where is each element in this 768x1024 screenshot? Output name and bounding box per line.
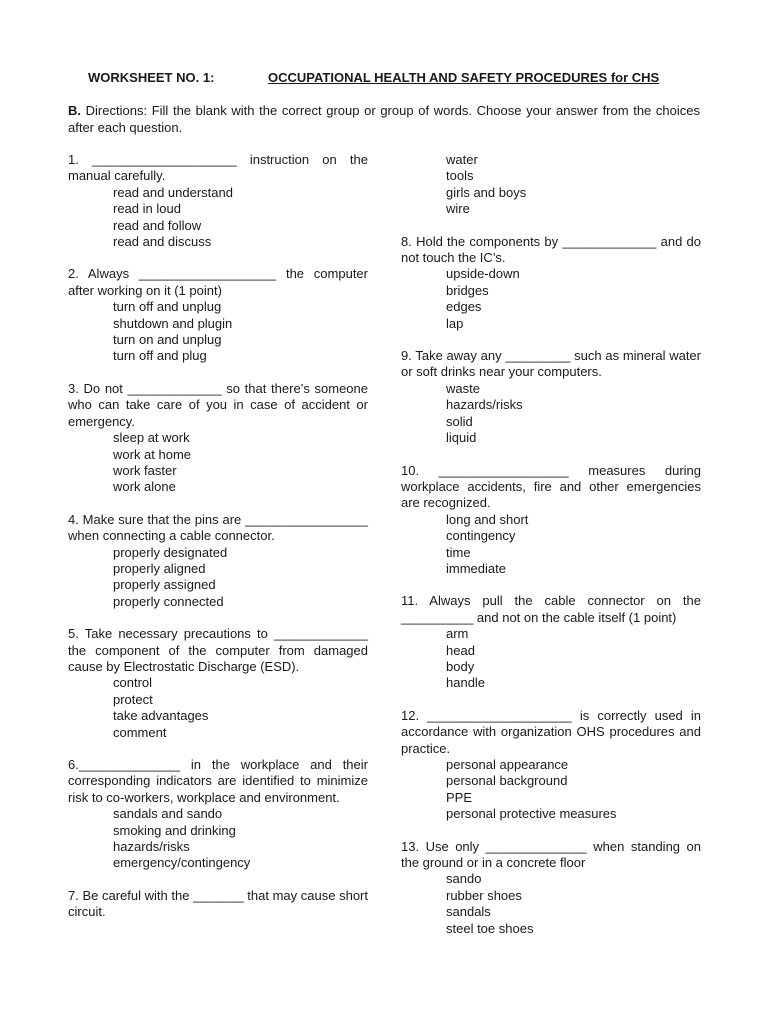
answer-choice: head (446, 642, 475, 658)
answer-choice: properly connected (113, 593, 224, 609)
answer-choice: work faster (113, 462, 177, 478)
answer-choice: protect (113, 691, 153, 707)
question (401, 593, 701, 691)
answer-choice: properly designated (113, 544, 228, 560)
question (68, 152, 368, 250)
answer-choice: work alone (113, 479, 176, 495)
worksheet-title (88, 70, 708, 85)
worksheet-subject: OCCUPATIONAL HEALTH AND SAFETY PROCEDURES for CHS (268, 70, 660, 85)
answer-choice: properly aligned (113, 560, 206, 576)
answer-choice: solid (446, 413, 473, 429)
answer-choice: sandals (446, 904, 491, 920)
answer-choice: tools (446, 168, 474, 184)
answer-choice: hazards/risks (113, 839, 190, 855)
answer-choice: properly assigned (113, 577, 216, 593)
answer-choice: lap (446, 315, 464, 331)
question-stem: 12. ____________________ is correctly used in accordance with organization OHS procedures and practice. (401, 707, 701, 756)
answer-choice: wire (446, 201, 470, 217)
answer-choice: edges (446, 299, 482, 315)
answer-choice: body (446, 658, 475, 674)
question-stem: 6.______________ in the workplace and their corresponding indicators are identified to minimize risk to co-workers, workplace and environment. (68, 757, 368, 805)
answer-choice: turn off and unplug (113, 299, 222, 315)
answer-choice: emergency/contingency (113, 855, 251, 871)
answer-choice: work at home (113, 446, 192, 462)
answer-choice: waste (446, 380, 480, 396)
answer-choices (401, 626, 701, 692)
right-column (401, 152, 701, 953)
question-stem: 10. __________________ measures during workplace accidents, fire and other emergencies are recognized. (401, 462, 701, 511)
question (68, 266, 368, 364)
answer-choice: handle (446, 675, 486, 691)
question (68, 626, 368, 741)
answer-choice: shutdown and plugin (113, 315, 233, 331)
answer-choice: turn off and plug (113, 348, 207, 364)
question-stem: 11. Always pull the cable connector on the __________ and not on the cable itself (1 point) (401, 593, 701, 625)
answer-choice: sando (446, 871, 482, 887)
answer-choice: read and discuss (113, 234, 212, 250)
answer-choices (68, 430, 368, 496)
answer-choice: contingency (446, 528, 516, 544)
answer-choice: time (446, 544, 471, 560)
answer-choice: personal background (446, 773, 568, 789)
answer-choices (68, 545, 368, 611)
question (401, 348, 701, 446)
answer-choice: immediate (446, 560, 506, 576)
answer-choice: hazards/risks (446, 397, 523, 413)
answer-choice: control (113, 675, 153, 691)
answer-choices (401, 266, 701, 332)
answer-choice: arm (446, 626, 469, 642)
question-stem: 1. ____________________ instruction on the manual carefully. (68, 152, 368, 184)
question (401, 234, 701, 332)
answer-choice: read and follow (113, 217, 202, 233)
question (68, 757, 368, 872)
answer-choice: comment (113, 724, 167, 740)
question (68, 888, 368, 921)
answer-choices (68, 299, 368, 365)
answer-choice: take advantages (113, 708, 209, 724)
directions (68, 102, 700, 136)
answer-choice: PPE (446, 789, 473, 805)
answer-choice: sandals and sando (113, 806, 223, 822)
section-label: B. (68, 103, 81, 118)
question-7-options-continued (401, 152, 701, 218)
question-stem: 9. Take away any _________ such as mineral water or soft drinks near your computers. (401, 348, 701, 380)
answer-choices (401, 871, 701, 937)
answer-choice: water (446, 152, 478, 167)
question-stem: 3. Do not _____________ so that there’s someone who can take care of you in case of accident or emergency. (68, 380, 368, 429)
answer-choice: upside-down (446, 266, 520, 282)
answer-choices (401, 512, 701, 578)
answer-choice: rubber shoes (446, 887, 522, 903)
answer-choice: personal protective measures (446, 806, 617, 822)
answer-choice: turn on and unplug (113, 332, 222, 348)
left-column (68, 152, 368, 921)
answer-choice: bridges (446, 282, 489, 298)
question (401, 839, 701, 937)
question-stem: 4. Make sure that the pins are _________________ when connecting a cable connector. (68, 511, 368, 544)
answer-choice: girls and boys (446, 184, 527, 200)
answer-choice: liquid (446, 430, 477, 446)
answer-choice: smoking and drinking (113, 822, 236, 838)
answer-choice: read in loud (113, 201, 181, 217)
answer-choice: steel toe shoes (446, 920, 534, 936)
answer-choices (401, 381, 701, 447)
question-stem: 7. Be careful with the _______ that may cause short circuit. (68, 887, 368, 920)
question-stem: 8. Hold the components by _____________ and do not touch the IC’s. (401, 233, 701, 266)
answer-choice: read and understand (113, 184, 233, 200)
answer-choice: long and short (446, 511, 529, 527)
question (401, 708, 701, 823)
question-stem: 13. Use only ______________ when standing on the ground or in a concrete floor (401, 838, 701, 871)
worksheet-number: WORKSHEET NO. 1: (88, 70, 215, 85)
answer-choices (68, 806, 368, 872)
answer-choices (68, 185, 368, 251)
question (68, 512, 368, 610)
answer-choices (401, 757, 701, 823)
question (68, 381, 368, 496)
answer-choice: sleep at work (113, 430, 190, 446)
question-stem: 5. Take necessary precautions to _____________ the component of the computer from damaged cause by Electrostatic Discharge (ESD). (68, 626, 368, 674)
directions-text: Directions: Fill the blank with the correct group or group of words. Choose your answer from the choices after each question. (68, 103, 700, 135)
question (401, 463, 701, 578)
question-stem: 2. Always ___________________ the computer after working on it (1 point) (68, 266, 368, 298)
answer-choices (68, 675, 368, 741)
answer-choice: personal appearance (446, 757, 569, 772)
